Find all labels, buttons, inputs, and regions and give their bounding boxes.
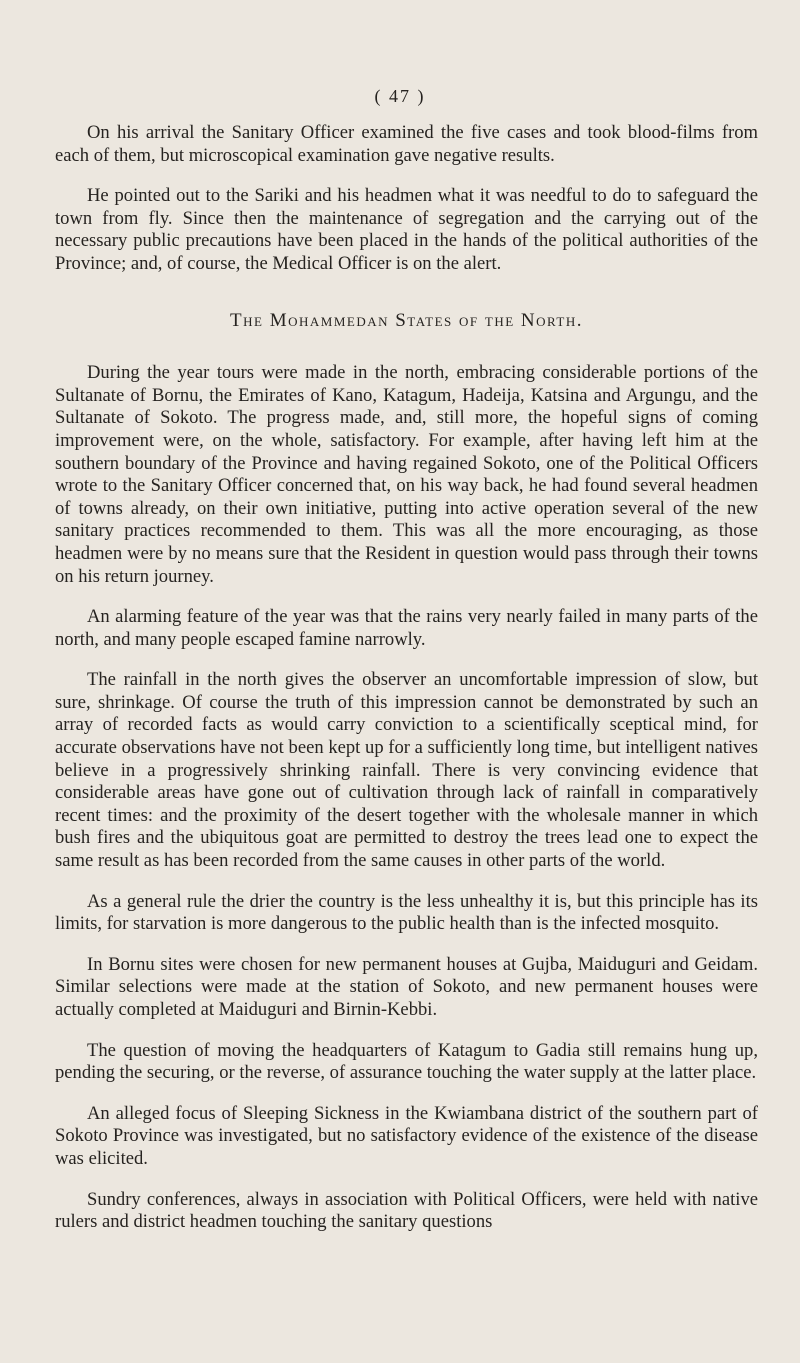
paragraph: An alarming feature of the year was that the rains very nearly failed in many parts of the north, and many people escaped famine narrowly. <box>55 606 758 650</box>
paragraph: The rainfall in the north gives the observer an uncomfortable impression of slow, but sure, shrinkage. Of course the truth of this impression cannot be demonstrated by such an array of recorded facts as would carry conviction to a scientifically sceptical mind, for accurate observations have not been kept up for a sufficiently long time, but intelligent natives believe in a progressively shrinking rainfall. There is very convincing evidence that considerable areas have gone out of cultivation through lack of rainfall in comparatively recent times: and the proximity of the desert together with the wholesale manner in which bush fires and the ubiquitous goat are permitted to destroy the trees lead one to expect the same result as has been recorded from the same causes in other parts of the world. <box>55 669 758 872</box>
section-heading: The Mohammedan States of the North. <box>230 309 583 331</box>
paragraph: The question of moving the headquarters of Katagum to Gadia still remains hung up, pending the securing, or the reverse, of assurance touching the water supply at the latter place. <box>55 1039 758 1084</box>
page-number: ( 47 ) <box>374 86 426 106</box>
paragraph: During the year tours were made in the north, embracing considerable portions of the Sultanate of Bornu, the Emirates of Kano, Katagum, Hadeija, Katsina and Argungu, and the Sultanate of Sokoto. The progress made, and, still more, the hopeful signs of coming improvement were, on the whole, satisfactory. For example, after having left him at the southern boundary of the Province and having regained Sokoto, one of the Political Officers wrote to the Sanitary Officer concerned that, on his way back, he had found several headmen of towns already, on their own initiative, putting into active operation several of the new sanitary practices recommended to them. This was all the more encouraging, as those headmen were by no means sure that the Resident in question would pass through their towns on his return journey. <box>55 362 758 587</box>
paragraph: An alleged focus of Sleeping Sickness in the Kwiambana district of the southern part of Sokoto Province was investigated, but no satisfactory evidence of the existence of the disease was elicited. <box>55 1102 758 1169</box>
paragraph: In Bornu sites were chosen for new permanent houses at Gujba, Maiduguri and Geidam. Similar selections were made at the station of Sokoto, and new permanent houses were actually completed at Maiduguri and Birnin-Kebbi. <box>55 953 758 1020</box>
paragraph: As a general rule the drier the country is the less unhealthy it is, but this principle has its limits, for starvation is more dangerous to the public health than is the infected mosquito. <box>55 890 758 935</box>
paragraph: Sundry conferences, always in association with Political Officers, were held with native rulers and district headmen touching the sanitary questions <box>55 1188 758 1233</box>
page-body <box>55 122 758 1234</box>
paragraph: On his arrival the Sanitary Officer examined the five cases and took blood-films from each of them, but microscopical examination gave negative results. <box>55 122 758 166</box>
paragraph: He pointed out to the Sariki and his headmen what it was needful to do to safeguard the town from fly. Since then the maintenance of segregation and the carrying out of the necessary public precautions have been placed in the hands of the political authorities of the Province; and, of course, the Medical Officer is on the alert. <box>55 185 758 274</box>
